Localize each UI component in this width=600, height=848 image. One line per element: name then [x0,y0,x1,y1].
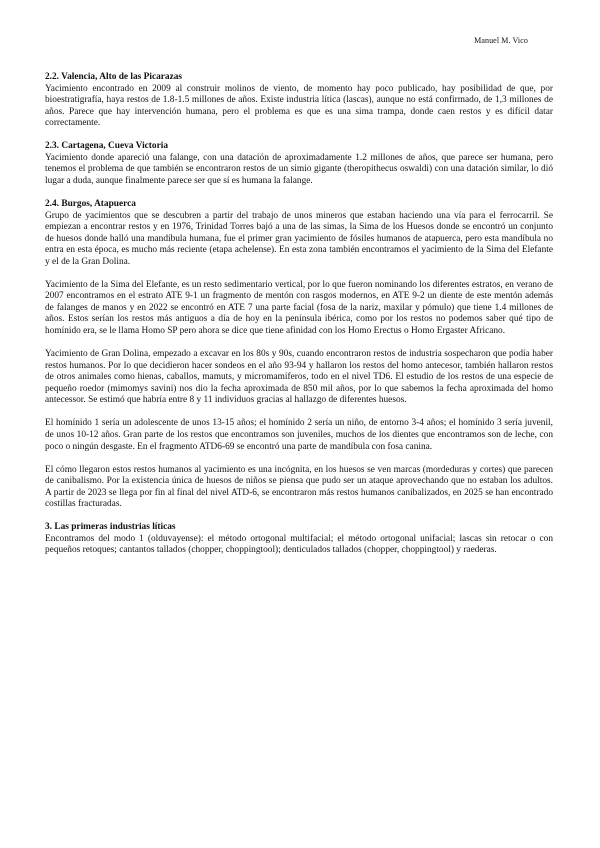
section-primeras-industrias-liticas [45,522,553,557]
section-heading: 2.4. Burgos, Atapuerca [45,199,136,210]
section-burgos-atapuerca [45,199,553,511]
paragraph: Yacimiento donde apareció una falange, con una datación de aproximadamente 1.2 millones de años, que parece ser humana, pero tenemos el problema de que también se encontraron restos de un simio gigante (theropithecus oswaldi) con una datación similar, lo dió lugar a duda, aunque finalmente parece ser que sí es humana la falange. [45,152,553,186]
section-cartagena-cueva-victoria [45,141,553,187]
section-heading: 3. Las primeras industrias líticas [45,522,176,533]
paragraph: Yacimiento de Gran Dolina, empezado a excavar en los 80s y 90s, cuando encontraron restos de industria sospecharon que podía haber restos humanos. Por lo que decidieron hacer sondeos en el año 93-94 y hallaron los restos del homo antecesor, también hallaron restos de otros animales como hienas, caballos, mamuts, y micromamíferos, todo en el nivel TD6. El estudio de los restos de una especie de pequeño roedor (mimomys savini) nos dio la fecha aproximada de 850 mil años, por lo que sabemos la fecha aproximada del homo antecessor. Se estimó que habría entre 8 y 11 individuos gracias al hallazgo de diferentes huesos. [45,349,553,406]
section-heading: 2.2. Valencia, Alto de las Picarazas [45,72,183,82]
document-body [45,72,553,569]
paragraph: Encontramos del modo 1 (olduvayense): el método ortogonal multifacial; el método ortogonal unifacial; lascas sin retocar o con pequeños retoques; cantantos tallados (chopper, choppingtool); denticulados tallados (chopper, choppingtool) y raederas. [45,533,553,556]
header-author: Manuel M. Vico [474,36,528,45]
paragraph: Yacimiento encontrado en 2009 al construir molinos de viento, de momento hay poco publicado, hay posibilidad de que, por bioestratigrafía, haya restos de 1.8-1.5 millones de años. Existe industria lítica (lascas), aunque no está confirmado, de 1,3 millones de años. Parece que hay intervención humana, pero el problema es que es una sima trampa, donde caen restos y es difícil datar correctamente. [45,83,553,129]
paragraph: El homínido 1 sería un adolescente de unos 13-15 años; el homínido 2 sería un niño, de entorno 3-4 años; el homínido 3 sería juvenil, de unos 10-12 años. Gran parte de los restos que encontramos son juveniles, muchos de los dientes que encontramos son de leche, con poco o ningún desgaste. En el fragmento ATD6-69 se encontró una parte de mandíbula con fosa canina. [45,418,553,452]
section-valencia-alto-picarazas [45,72,553,130]
paragraph: El cómo llegaron estos restos humanos al yacimiento es una incógnita, en los huesos se ven marcas (mordeduras y cortes) que parecen de canibalismo. Por la existencia única de huesos de niños se piensa que pudo ser un ataque aprovechando que no estaban los adultos. A partir de 2023 se llega por fin al final del nivel ATD-6, se encontraron más restos humanos canibalizados, en 2025 se han encontrado costillas fracturadas. [45,464,553,510]
paragraph: Grupo de yacimientos que se descubren a partir del trabajo de unos mineros que estaban haciendo una vía para el ferrocarril. Se empiezan a encontrar restos y en 1976, Trinidad Torres bajó a una de las simas, la Sima de los Huesos donde se encontró un conjunto de huesos donde halló una mandíbula humana, fue el primer gran yacimiento de fósiles humanos de atapuerca, pero esta mandíbula no entra en esta época, es mucho más reciente (etapa achelense). En esta zona también encontramos el yacimiento de la Sima del Elefante y el de la Gran Dolina. [45,210,553,267]
section-heading: 2.3. Cartagena, Cueva Victoria [45,141,169,152]
paragraph: Yacimiento de la Sima del Elefante, es un resto sedimentario vertical, por lo que fueron nominando los diferentes estratos, en verano de 2007 encontramos en el estrato ATE 9-1 un fragmento de mentón con rasgos modernos, en ATE 9-2 un diente de este mentón además de falanges de manos y en 2022 se encontró en ATE 7 una parte facial (fosa de la nariz, maxilar y pómulo) que tiene 1.4 millones de años. Estos serían los restos más antiguos a día de hoy en la península ibérica, como por los restos no podemos saber qué tipo de homínido era, se le llama Homo SP pero ahora se dice que tiene afinidad con los Homo Erectus o Homo Ergaster Africano. [45,279,553,337]
